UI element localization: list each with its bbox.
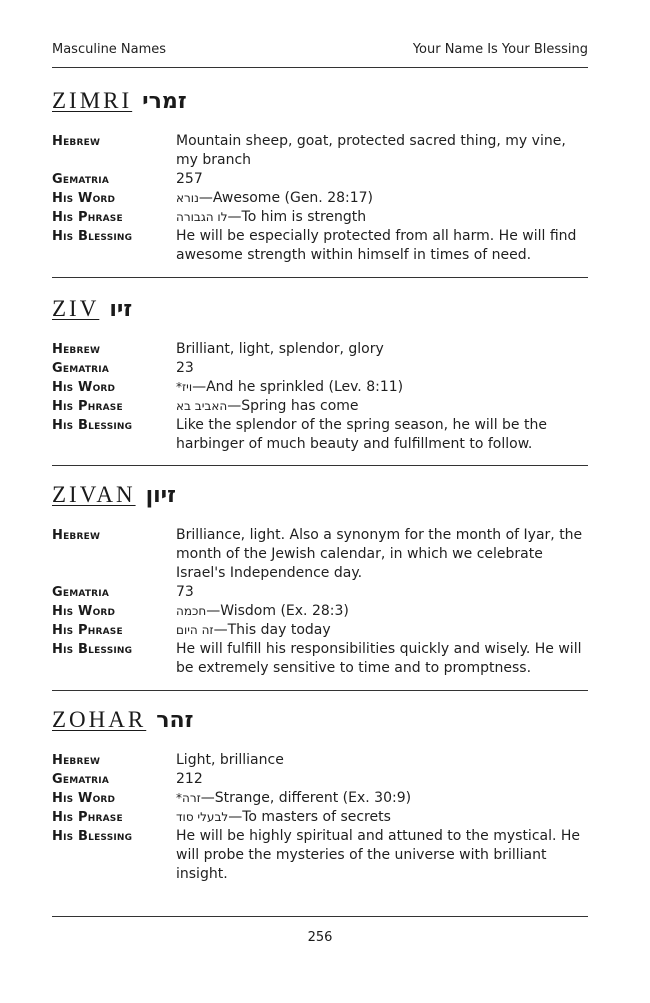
footer-rule xyxy=(52,916,588,917)
entry-zivan xyxy=(52,482,592,678)
word-text: —Awesome (Gen. 28:17) xyxy=(198,190,374,206)
entry-heading xyxy=(52,296,592,326)
label-hebrew: Hebrew xyxy=(52,134,101,149)
label-hebrew: Hebrew xyxy=(52,342,101,357)
entry-separator xyxy=(52,465,588,466)
label-gematria: Gematria xyxy=(52,361,110,376)
value-phrase xyxy=(176,621,592,640)
entry-zohar xyxy=(52,707,592,884)
label-gematria: Gematria xyxy=(52,172,110,187)
label-phrase: His Phrase xyxy=(52,210,123,225)
value-hebrew: Brilliant, light, splendor, glory xyxy=(176,341,384,357)
label-word: His Word xyxy=(52,791,116,806)
phrase-text: —To him is strength xyxy=(227,209,367,225)
entry-ziv xyxy=(52,296,592,454)
entry-zimri xyxy=(52,88,592,265)
value-hebrew: Light, brilliance xyxy=(176,752,284,768)
label-blessing: His Blessing xyxy=(52,829,133,844)
value-word xyxy=(176,789,592,808)
name-latin: ZOHAR xyxy=(52,707,147,732)
value-word xyxy=(176,378,592,397)
label-word: His Word xyxy=(52,191,116,206)
value-word xyxy=(176,602,592,621)
value-gematria: 23 xyxy=(176,360,194,376)
phrase-hebrew: האביב בא xyxy=(176,399,228,413)
phrase-hebrew: זה היום xyxy=(176,623,214,637)
value-gematria: 212 xyxy=(176,771,203,787)
word-text: —Wisdom (Ex. 28:3) xyxy=(206,603,349,619)
label-word: His Word xyxy=(52,604,116,619)
label-phrase: His Phrase xyxy=(52,810,123,825)
value-blessing: He will be especially protected from all harm. He will find awesome strength within himself in times of need. xyxy=(176,228,577,263)
value-word xyxy=(176,189,592,208)
value-blessing: He will be highly spiritual and attuned to the mystical. He will probe the mysteries of the universe with brilliant insight. xyxy=(176,828,581,882)
entry-heading xyxy=(52,707,592,737)
phrase-hebrew: לבעלי סוד xyxy=(176,810,229,824)
label-blessing: His Blessing xyxy=(52,229,133,244)
label-phrase: His Phrase xyxy=(52,399,123,414)
phrase-text: —This day today xyxy=(213,622,331,638)
value-blessing: He will fulfill his responsibilities quickly and wisely. He will be extremely sensitive to time and to promptness. xyxy=(176,641,582,676)
name-hebrew: זמרי xyxy=(142,89,187,114)
value-phrase xyxy=(176,808,592,827)
page-number: 256 xyxy=(307,930,333,945)
value-hebrew: Mountain sheep, goat, protected sacred thing, my vine, my branch xyxy=(176,133,566,168)
phrase-text: —Spring has come xyxy=(227,398,359,414)
label-blessing: His Blessing xyxy=(52,642,133,657)
word-hebrew: נורא xyxy=(176,191,199,205)
word-hebrew: חכמה xyxy=(176,604,207,618)
value-blessing: Like the splendor of the spring season, he will be the harbinger of much beauty and fulfillment to follow. xyxy=(176,417,547,452)
value-phrase xyxy=(176,397,592,416)
label-word: His Word xyxy=(52,380,116,395)
word-text: —And he sprinkled (Lev. 8:11) xyxy=(192,379,404,395)
name-latin: ZIMRI xyxy=(52,88,133,113)
entry-heading xyxy=(52,88,592,118)
word-hebrew: זרה* xyxy=(176,791,201,805)
label-gematria: Gematria xyxy=(52,772,110,787)
entry-separator xyxy=(52,690,588,691)
entry-separator xyxy=(52,277,588,278)
name-hebrew: זהר xyxy=(156,708,194,733)
label-blessing: His Blessing xyxy=(52,418,133,433)
phrase-text: —To masters of secrets xyxy=(228,809,391,825)
value-gematria: 73 xyxy=(176,584,194,600)
name-hebrew: זיון xyxy=(145,483,176,508)
running-head xyxy=(52,42,588,57)
word-hebrew: ויז* xyxy=(176,380,193,394)
header-rule xyxy=(52,67,588,68)
running-head-right: Your Name Is Your Blessing xyxy=(412,42,588,57)
value-hebrew: Brilliance, light. Also a synonym for the month of Iyar, the month of the Jewish calendar, in which we celebrate Israel's Independence day. xyxy=(176,527,583,581)
running-head-left: Masculine Names xyxy=(52,42,167,57)
name-hebrew: זיו xyxy=(109,297,133,322)
label-phrase: His Phrase xyxy=(52,623,123,638)
label-hebrew: Hebrew xyxy=(52,753,101,768)
label-gematria: Gematria xyxy=(52,585,110,600)
word-text: —Strange, different (Ex. 30:9) xyxy=(200,790,412,806)
phrase-hebrew: לו הגבורה xyxy=(176,210,228,224)
value-phrase xyxy=(176,208,592,227)
entry-heading xyxy=(52,482,592,512)
name-latin: ZIV xyxy=(52,296,100,321)
value-gematria: 257 xyxy=(176,171,203,187)
name-latin: ZIVAN xyxy=(52,482,136,507)
label-hebrew: Hebrew xyxy=(52,528,101,543)
